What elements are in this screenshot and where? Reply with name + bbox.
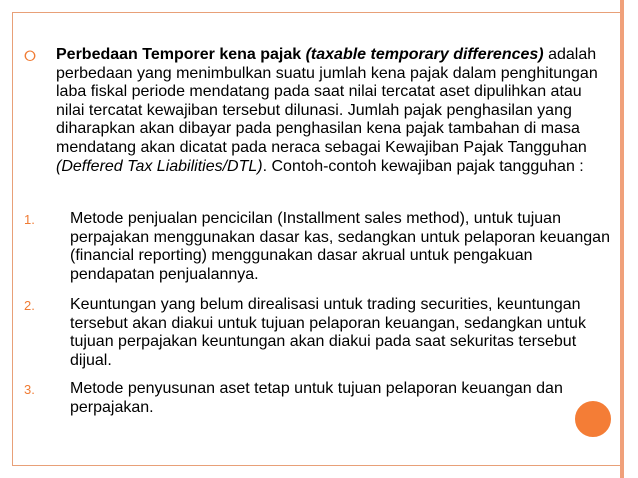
- intro-paragraph: [56, 46, 606, 176]
- open-circle-bullet-icon: ⭘: [24, 48, 37, 65]
- list-item-2: Keuntungan yang belum direalisasi untuk trading securities, keuntungan tersebut akan diakui untuk tujuan pelaporan keuangan, sedangkan untuk tujuan perpajakan keuntungan akan diakui pada saat sekuritas tersebut dijual.: [70, 296, 586, 369]
- list-item-1: Metode penjualan pencicilan (Installment sales method), untuk tujuan perpajakan menggunakan dasar kas, sedangkan untuk pelaporan keuangan (financial reporting) menggunakan dasar akrual untuk pengakuan pendapatan penjualannya.: [70, 210, 610, 283]
- intro-italic-lead: (taxable temporary differences): [305, 46, 544, 63]
- accent-bar: [620, 0, 624, 478]
- list-number-1: 1.: [24, 212, 35, 227]
- intro-bold-lead: Perbedaan Temporer kena pajak: [56, 46, 302, 63]
- intro-body: adalah perbedaan yang menimbulkan suatu jumlah kena pajak dalam penghitungan laba fiskal periode mendatang pada saat nilai tercatat aset dipulihkan atau nilai tercatat kewajiban tersebut dilunasi. Jumlah pajak penghasilan yang diharapkan akan dibayar pada penghasilan kena pajak tambahan di masa mendatang akan dicatat pada neraca sebagai Kewajiban Pajak Tangguhan: [56, 46, 598, 156]
- list-item-3: Metode penyusunan aset tetap untuk tujuan pelaporan keuangan dan perpajakan.: [70, 380, 563, 416]
- list-number-2: 2.: [24, 298, 35, 313]
- intro-tail: . Contoh-contoh kewajiban pajak tangguhan :: [262, 157, 584, 175]
- list-number-3: 3.: [24, 382, 35, 397]
- intro-italic-tail: (Deffered Tax Liabilities/DTL): [56, 157, 263, 175]
